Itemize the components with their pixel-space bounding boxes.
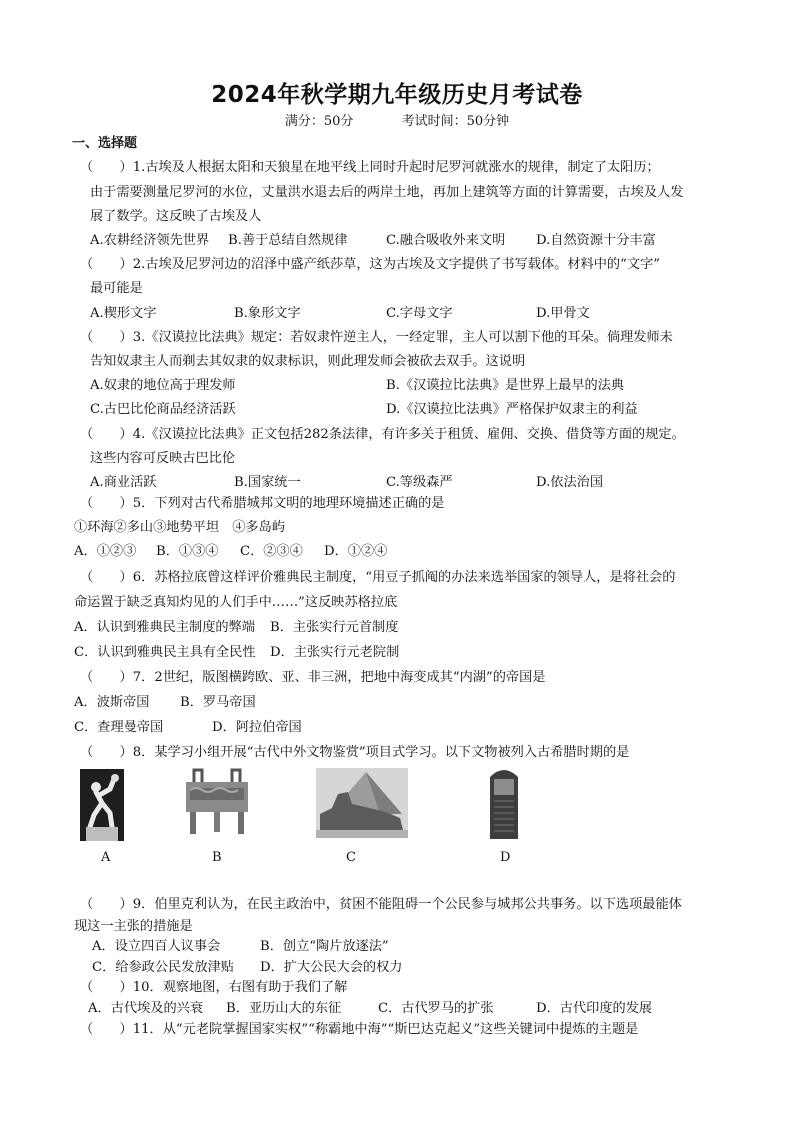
- q4-option-d[interactable]: D.依法治国: [536, 475, 604, 490]
- q7-option-a[interactable]: A．波斯帝国: [74, 695, 150, 710]
- q4-option-c[interactable]: C.等级森严: [386, 475, 453, 490]
- q3-option-b[interactable]: B.《汉谟拉比法典》是世界上最早的法典: [386, 378, 625, 393]
- q9-option-d[interactable]: D．扩大公民大会的权力: [260, 960, 403, 975]
- q6-option-a[interactable]: A．认识到雅典民主制度的弊端: [74, 620, 255, 635]
- image-label-b[interactable]: B: [212, 850, 222, 865]
- q5-line-2: ①环海②多山③地势平坦 ④多岛屿: [74, 520, 285, 535]
- q1-option-a[interactable]: A.农耕经济领先世界: [90, 233, 210, 248]
- q5-option-a[interactable]: A．①②③: [74, 544, 137, 559]
- bronze-ding-vessel-icon[interactable]: [180, 768, 254, 834]
- q10-line-1: （ ）10．观察地图，右图有助于我们了解: [80, 980, 348, 995]
- q1-option-d[interactable]: D.自然资源十分丰富: [536, 233, 656, 248]
- q3-line-2: 告知奴隶主人而剃去其奴隶的奴隶标识，则此理发师会被砍去双手。这说明: [90, 354, 526, 369]
- q6-option-d[interactable]: D．主张实行元老院制: [270, 645, 400, 660]
- section-heading: 一、选择题: [72, 136, 138, 151]
- q2-option-a[interactable]: A.楔形文字: [90, 306, 157, 321]
- full-score: 满分：50分: [284, 114, 354, 129]
- q5-option-c[interactable]: C．②③④: [240, 544, 303, 559]
- exam-time: 考试时间：50分钟: [401, 114, 510, 129]
- q7-option-c[interactable]: C．查理曼帝国: [74, 720, 164, 735]
- q2-line-1: （ ）2.古埃及尼罗河边的沼泽中盛产纸莎草，这为古埃及文字提供了书写载体。材料中的“文字”: [80, 257, 660, 272]
- q3-option-a[interactable]: A.奴隶的地位高于理发师: [90, 378, 236, 393]
- q3-option-c[interactable]: C.古巴比伦商品经济活跃: [90, 402, 236, 417]
- q6-option-b[interactable]: B．主张实行元首制度: [270, 620, 399, 635]
- exam-subtitle: [0, 110, 794, 129]
- q9-option-a[interactable]: A．设立四百人议事会: [92, 939, 221, 954]
- q8-line-1: （ ）8．某学习小组开展“古代中外文物鉴赏”项目式学习。以下文物被列入古希腊时期的是: [80, 745, 630, 760]
- discus-thrower-statue-icon[interactable]: [80, 769, 124, 841]
- q7-line-1: （ ）7．2世纪，版图横跨欧、亚、非三洲，把地中海变成其“内湖”的帝国是: [80, 670, 546, 685]
- q9-line-2: 现这一主张的措施是: [74, 919, 193, 934]
- exam-title: 2024年秋学期九年级历史月考试卷: [211, 82, 583, 108]
- q1-line-3: 展了数学。这反映了古埃及人: [90, 209, 262, 224]
- q4-line-1: （ ）4.《汉谟拉比法典》正文包括282条法律，有许多关于租赁、雇佣、交换、借贷等方面的规定。: [80, 427, 685, 442]
- q2-option-d[interactable]: D.甲骨文: [536, 306, 590, 321]
- q4-option-a[interactable]: A.商业活跃: [90, 475, 157, 490]
- q5-line-1: （ ）5．下列对古代希腊城邦文明的地理环境描述正确的是: [80, 496, 445, 511]
- q2-option-b[interactable]: B.象形文字: [234, 306, 301, 321]
- q11-line-1: （ ）11．从“元老院掌握国家实权”“称霸地中海”“斯巴达克起义”这些关键词中提炼的主题是: [80, 1022, 639, 1037]
- sphinx-icon[interactable]: [316, 768, 408, 838]
- image-label-a[interactable]: A: [101, 850, 111, 865]
- q1-option-c[interactable]: C.融合吸收外来文明: [386, 233, 506, 248]
- q7-option-b[interactable]: B．罗马帝国: [180, 695, 256, 710]
- q10-option-a[interactable]: A．古代埃及的兴衰: [88, 1001, 204, 1016]
- q2-line-2: 最可能是: [90, 281, 143, 296]
- q6-option-c[interactable]: C．认识到雅典民主具有全民性: [74, 645, 256, 660]
- q4-option-b[interactable]: B.国家统一: [234, 475, 301, 490]
- q10-option-c[interactable]: C．古代罗马的扩张: [378, 1001, 494, 1016]
- q3-line-1: （ ）3.《汉谟拉比法典》规定：若奴隶忤逆主人，一经定罪，主人可以割下他的耳朵。倘理发师未: [80, 330, 673, 345]
- q9-option-b[interactable]: B．创立“陶片放逐法”: [260, 939, 389, 954]
- q1-line-2: 由于需要测量尼罗河的水位，丈量洪水退去后的两岸土地，再加上建筑等方面的计算需要，古埃及人发: [90, 185, 684, 200]
- q3-option-d[interactable]: D.《汉谟拉比法典》严格保护奴隶主的利益: [386, 402, 638, 417]
- hammurabi-stele-icon[interactable]: [484, 767, 524, 839]
- q5-option-d[interactable]: D．①②④: [324, 544, 388, 559]
- q2-option-c[interactable]: C.字母文字: [386, 306, 453, 321]
- q1-option-b[interactable]: B.善于总结自然规律: [228, 233, 348, 248]
- q9-line-1: （ ）9．伯里克利认为，在民主政治中，贫困不能阻碍一个公民参与城邦公共事务。以下选项最能体: [80, 897, 682, 912]
- q6-line-2: 命运置于缺乏真知灼见的人们手中……”这反映苏格拉底: [74, 595, 398, 610]
- image-label-c[interactable]: C: [346, 850, 356, 865]
- q7-option-d[interactable]: D．阿拉伯帝国: [212, 720, 302, 735]
- q1-line-1: （ ）1.古埃及人根据太阳和天狼星在地平线上同时升起时尼罗河就涨水的规律，制定了太阳历；: [80, 160, 660, 175]
- q10-option-b[interactable]: B．亚历山大的东征: [226, 1001, 342, 1016]
- image-label-d[interactable]: D: [500, 850, 511, 865]
- q10-option-d[interactable]: D．古代印度的发展: [536, 1001, 653, 1016]
- q4-line-2: 这些内容可反映古巴比伦: [90, 451, 236, 466]
- q9-option-c[interactable]: C．给参政公民发放津贴: [92, 960, 234, 975]
- q5-option-b[interactable]: B．①③④: [156, 544, 219, 559]
- q6-line-1: （ ）6．苏格拉底曾这样评价雅典民主制度，“用豆子抓阄的办法来选举国家的领导人，是将社会的: [80, 570, 676, 585]
